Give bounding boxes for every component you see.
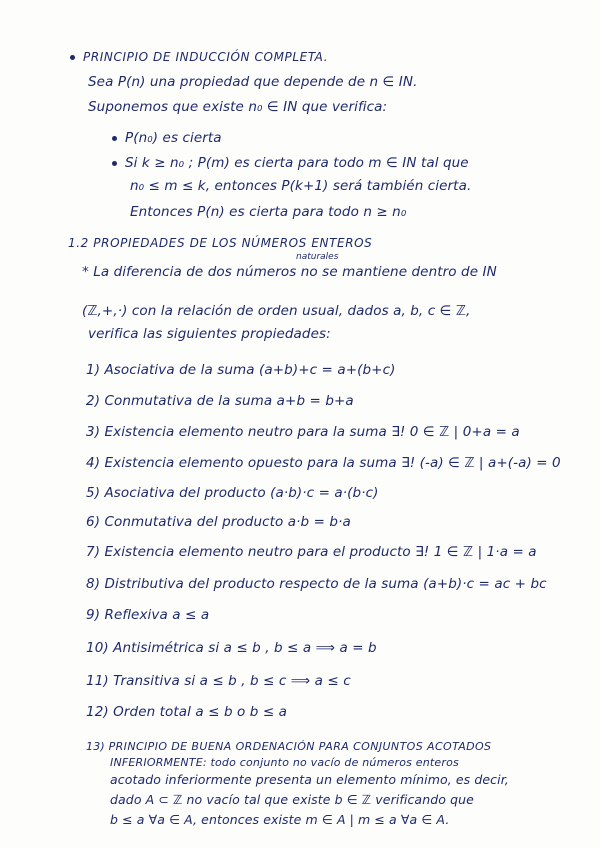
property-text: Existencia elemento neutro para el producto ∃! 1 ∈ ℤ | 1·a = a <box>104 544 537 560</box>
section1-conclusion: Entonces P(n) es cierta para todo n ≥ n₀ <box>130 204 407 220</box>
property-item <box>86 576 547 592</box>
property-number: 7) <box>86 544 101 560</box>
property-number: 11) <box>86 673 109 689</box>
section2-intro2: verifica las siguientes propiedades: <box>88 326 331 342</box>
section2-title: 1.2 PROPIEDADES DE LOS NÚMEROS ENTEROS <box>68 236 373 250</box>
property-number: 8) <box>86 576 101 592</box>
property-text: Conmutativa del producto a·b = b·a <box>104 514 351 530</box>
section1-line1: Sea P(n) una propiedad que depende de n ∈ IN. <box>88 74 418 90</box>
property-item <box>86 485 378 501</box>
property-item <box>86 673 351 689</box>
property-number: 3) <box>86 424 101 440</box>
property-item <box>86 424 520 440</box>
property-number: 6) <box>86 514 101 530</box>
section2-note: * La diferencia de dos números no se mantiene dentro de IN <box>82 264 497 280</box>
property-item <box>86 704 287 720</box>
property-item <box>86 514 351 530</box>
property-number: 5) <box>86 485 101 501</box>
section1-bullet1: P(n₀) es cierta <box>125 130 222 146</box>
property-text: Existencia elemento neutro para la suma ∃! 0 ∈ ℤ | 0+a = a <box>104 424 520 440</box>
property-text: Asociativa del producto (a·b)·c = a·(b·c) <box>104 485 379 501</box>
section1-title-row <box>70 50 328 64</box>
section2-superscript: naturales <box>296 252 339 262</box>
property13-line5: b ≤ a ∀a ∈ A, entonces existe m ∈ A | m ≤ a ∀a ∈ A. <box>110 812 450 827</box>
property-number: 10) <box>86 640 109 656</box>
property-number: 12) <box>86 704 109 720</box>
section1-title: PRINCIPIO DE INDUCCIÓN COMPLETA. <box>83 50 329 64</box>
section2-intro1: (ℤ,+,·) con la relación de orden usual, dados a, b, c ∈ ℤ, <box>82 303 471 319</box>
property13-line1: PRINCIPIO DE BUENA ORDENACIÓN PARA CONJUNTOS ACOTADOS <box>108 740 492 753</box>
property-text: Existencia elemento opuesto para la suma ∃! (-a) ∈ ℤ | a+(-a) = 0 <box>104 455 561 471</box>
section1-line2: Suponemos que existe n₀ ∈ IN que verifica: <box>88 99 388 115</box>
section1-bullet1-row <box>112 130 222 146</box>
property13-line4: dado A ⊂ ℤ no vacío tal que existe b ∈ ℤ verificando que <box>110 792 474 807</box>
property-text: Antisimétrica si a ≤ b , b ≤ a ⟹ a = b <box>113 640 377 656</box>
section1-bullet2b: n₀ ≤ m ≤ k, entonces P(k+1) será también cierta. <box>130 178 472 194</box>
property-text: Asociativa de la suma (a+b)+c = a+(b+c) <box>104 362 396 378</box>
property-text: Conmutativa de la suma a+b = b+a <box>104 393 354 409</box>
property-text: Reflexiva a ≤ a <box>104 607 210 623</box>
property-number: 9) <box>86 607 101 623</box>
property-text: Distributiva del producto respecto de la suma (a+b)·c = ac + bc <box>104 576 547 592</box>
bullet-dot-icon <box>112 161 117 166</box>
property-number: 2) <box>86 393 101 409</box>
section1-bullet2-row <box>112 155 469 171</box>
bullet-dot-icon <box>112 136 117 141</box>
property13-line3: acotado inferiormente presenta un elemento mínimo, es decir, <box>110 772 509 787</box>
property-number: 13) <box>86 740 105 753</box>
property-item <box>86 640 377 656</box>
property-item <box>86 362 395 378</box>
property-item <box>86 607 209 623</box>
property-text: Transitiva si a ≤ b , b ≤ c ⟹ a ≤ c <box>113 673 351 689</box>
property-number: 4) <box>86 455 101 471</box>
property13-row1 <box>86 740 491 753</box>
property13-line2: INFERIORMENTE: todo conjunto no vacío de números enteros <box>110 756 459 769</box>
property-text: Orden total a ≤ b o b ≤ a <box>113 704 288 720</box>
bullet-dot-icon <box>70 55 75 60</box>
section1-bullet2a: Si k ≥ n₀ ; P(m) es cierta para todo m ∈ IN tal que <box>125 155 469 171</box>
property-item <box>86 544 537 560</box>
property-number: 1) <box>86 362 101 378</box>
property-item <box>86 393 354 409</box>
property-item <box>86 455 561 471</box>
